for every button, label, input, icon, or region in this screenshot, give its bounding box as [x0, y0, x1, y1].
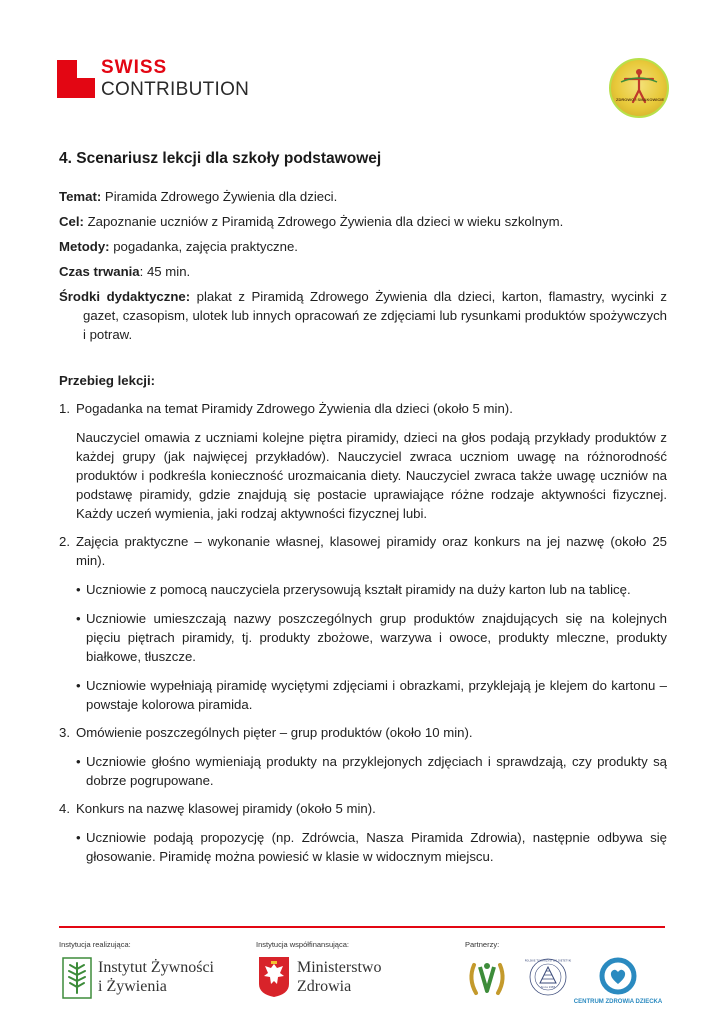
footer-label-wspolfinansujaca: Instytucja współfinansująca:: [256, 940, 349, 949]
list-item: [76, 676, 667, 714]
bullet-icon: •: [76, 830, 81, 845]
przebieg-heading: Przebieg lekcji:: [59, 373, 156, 388]
step-number: 4.: [59, 801, 70, 816]
field-temat: [59, 187, 667, 206]
ptd-ring-text: POLSKIE TOWARZYSTWO DIETETYKI: [524, 959, 572, 963]
field-temat-value: Piramida Zdrowego Żywienia dla dzieci.: [101, 189, 338, 204]
field-czas-label: Czas trwania: [59, 264, 140, 279]
izz-name-line2: i Żywienia: [98, 978, 167, 995]
bullet-icon: •: [76, 754, 81, 769]
step-text: Omówienie poszczególnych pięter – grup produktów (około 10 min).: [76, 725, 473, 740]
badge-text: ZDROWO I SMAKOWICIE: [616, 97, 664, 102]
swiss-square-corner: [77, 60, 95, 78]
field-cel-label: Cel:: [59, 214, 84, 229]
bullet-icon: •: [76, 611, 81, 626]
step-paragraph: Nauczyciel omawia z uczniami kolejne piętra piramidy, dzieci na głos podają przykłady produktów z każdej grupy (jak najwięcej przykładów). Nauczyciel zwraca uczniom uwagę na różnorodność produktów i podkreśla konieczność urozmaicania diety. Nauczyciel zwraca także uwagę uczniów na podstawę piramidy, gdzie znajdują się postacie uprawiające różne rodzaje aktywności fizycznej. Każdy uczeń wymienia, jaki rodzaj aktywności fizycznej lubi.: [76, 430, 667, 521]
page-title: 4. Scenariusz lekcji dla szkoły podstawowej: [59, 150, 382, 167]
logo-word-swiss: SWISS: [101, 57, 168, 78]
field-cel: [59, 212, 667, 231]
step-number: 2.: [59, 534, 70, 549]
field-metody-label: Metody:: [59, 239, 110, 254]
bullet-icon: •: [76, 582, 81, 597]
izz-name-line1: Instytut Żywności: [98, 959, 214, 976]
lesson-step-3: [59, 723, 667, 790]
polish-eagle-emblem-icon: [258, 956, 290, 998]
mz-name: [297, 958, 381, 996]
footer-label-realizujaca: Instytucja realizująca:: [59, 940, 131, 949]
list-item-text: Uczniowie podają propozycję (np. Zdrówcia, Nasza Piramida Zdrowia), następnie odbywa się głosowanie. Piramidę można powiesić w klasie w widocznym miejscu.: [86, 830, 667, 864]
list-item-text: Uczniowie wypełniają piramidę wyciętymi zdjęciami i obrazkami, przyklejają je klejem do kartonu – powstaje kolorowa piramida.: [86, 678, 667, 712]
ptd-year-text: Since 1985: [540, 986, 556, 989]
mz-name-line1: Ministerstwo: [297, 959, 382, 976]
footer-divider: [59, 926, 665, 928]
list-item: [76, 752, 667, 790]
field-metody: [59, 237, 667, 256]
izz-name: [98, 958, 214, 996]
field-srodki-dydaktyczne: [59, 287, 667, 344]
partner-wreath-logo-icon: [466, 957, 508, 1001]
list-item: [76, 580, 667, 599]
running-figure-icon: [611, 60, 667, 116]
czd-name: CENTRUM ZDROWIA DZIECKA: [573, 999, 663, 1005]
step-text: Pogadanka na temat Piramidy Zdrowego Żywienia dla dzieci (około 5 min).: [76, 401, 513, 416]
bullet-icon: •: [76, 678, 81, 693]
lesson-step-1: [59, 399, 667, 523]
swiss-contribution-logo: [57, 57, 257, 103]
lesson-step-2: [59, 532, 667, 714]
field-czas-value: : 45 min.: [139, 264, 191, 279]
czd-heart-icon: [570, 956, 666, 998]
list-item-text: Uczniowie umieszczają nazwy poszczególnych grup produktów znajdujących się na kolejnych pięciu piętrach piramidy, tj. produkty zbożowe, warzywa i owoce, produkty mleczne, produkty białkowe, tłuszcze.: [86, 611, 667, 664]
step-number: 1.: [59, 401, 70, 416]
lesson-step-4: [59, 799, 667, 866]
field-metody-value: pogadanka, zajęcia praktyczne.: [109, 239, 298, 254]
field-cel-value: Zapoznanie uczniów z Piramidą Zdrowego Żywienia dla dzieci w wieku szkolnym.: [83, 214, 564, 229]
step-text: Konkurs na nazwę klasowej piramidy (około 5 min).: [76, 801, 376, 816]
step-text: Zajęcia praktyczne – wykonanie własnej, klasowej piramidy oraz konkurs na jej nazwę (około 25 min).: [76, 534, 667, 568]
logo-word-contribution: CONTRIBUTION: [101, 79, 250, 100]
field-czas-trwania: [59, 262, 667, 281]
izz-logo-icon: [62, 957, 92, 999]
lesson-content: [59, 148, 667, 866]
field-srodki-label: Środki dydaktyczne:: [59, 289, 191, 304]
zdrowo-i-smakowicie-badge-icon: [609, 58, 669, 118]
list-item: [76, 828, 667, 866]
partner-czd-logo: [570, 956, 666, 1008]
mz-name-line2: Zdrowia: [297, 978, 352, 995]
footer-label-partnerzy: Partnerzy:: [465, 940, 500, 949]
list-item-text: Uczniowie z pomocą nauczyciela przerysowują kształt piramidy na duży karton lub na tablicę.: [86, 582, 631, 597]
partner-ptd-logo-icon: [524, 957, 572, 997]
field-srodki-value: plakat z Piramidą Zdrowego Żywienia dla dzieci, karton, flamastry, wycinki z gazet, czasopism, ulotek lub innych opracowań ze zdjęciami lub rysunkami produktów spożywczych i potraw.: [83, 289, 667, 342]
step-number: 3.: [59, 725, 70, 740]
field-temat-label: Temat:: [59, 189, 102, 204]
list-item-text: Uczniowie głośno wymieniają produkty na przyklejonych zdjęciach i sprawdzają, czy produkty są dobrze pogrupowane.: [86, 754, 667, 788]
list-item: [76, 609, 667, 666]
